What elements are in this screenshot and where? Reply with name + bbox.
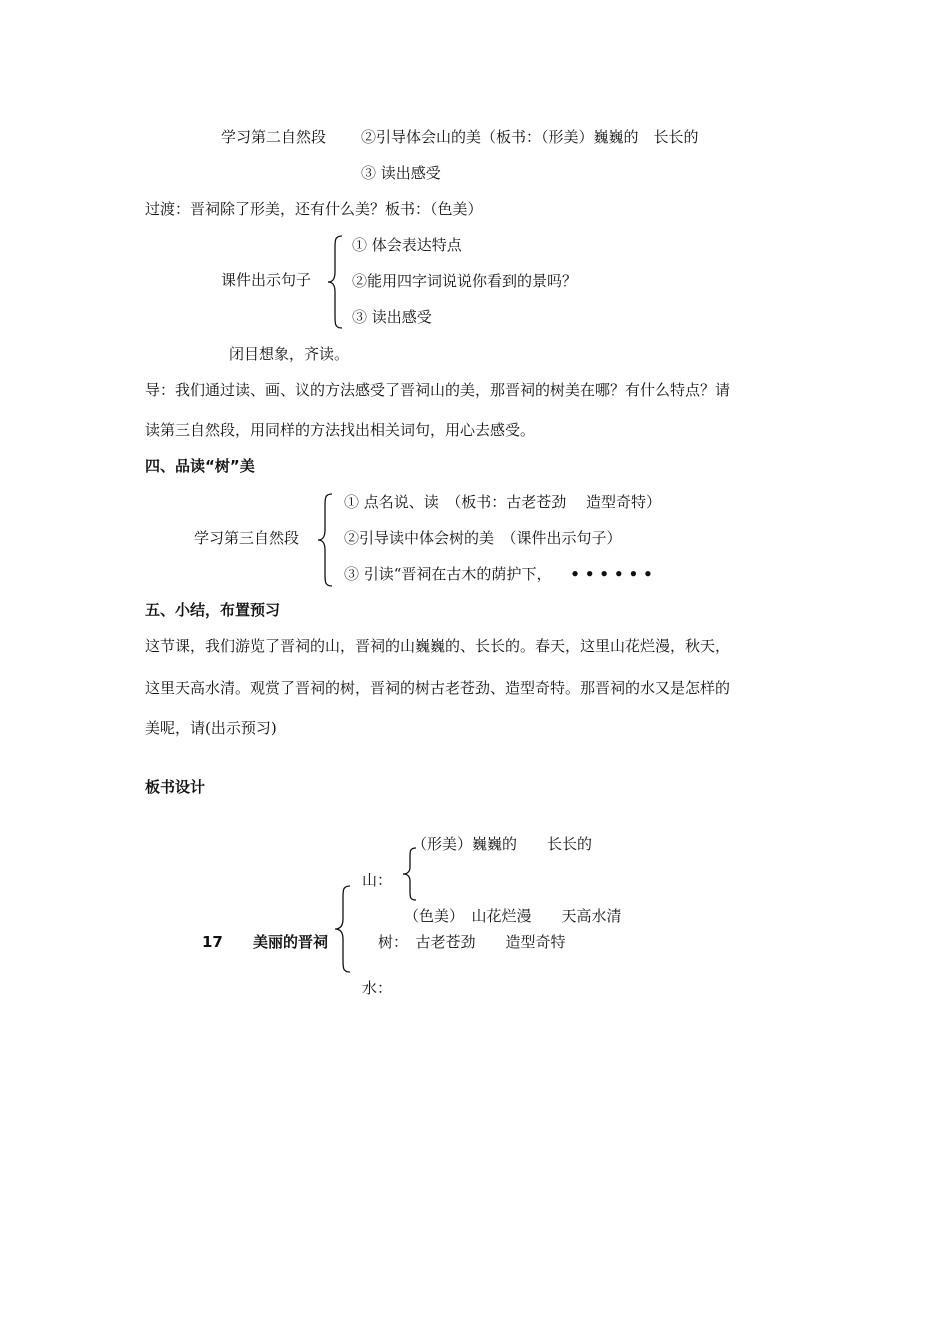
transition-line: 过渡：晋祠除了形美，还有什么美？板书：（色美） [145,200,483,218]
board-mountain-color: （色美） 山花烂漫 天高水清 [404,907,622,925]
board-lesson-number: 17 [202,933,223,951]
read-feeling-item: ③ 读出感受 [361,164,441,182]
mountain-brace [400,846,420,902]
board-design-heading: 板书设计 [145,778,206,796]
paragraph-3-brace [316,492,336,588]
courseware-item-1: ① 体会表达特点 [352,236,462,254]
tree-item-2: ②引导读中体会树的美 （课件出示句子） [344,529,622,547]
courseware-item-3: ③ 读出感受 [352,308,432,326]
board-main-brace [332,884,354,974]
close-eyes-line: 闭目想象，齐读。 [229,345,350,363]
board-mountain-label: 山： [362,871,393,889]
tree-item-3: ③ 引读“晋祠在古木的荫护下， •••••• [344,565,658,583]
guide-mountain-beauty-item: ②引导体会山的美（板书：（形美）巍巍的 长长的 [361,128,699,146]
board-tree-line: 树： 古老苍劲 造型奇特 [378,933,566,951]
summary-line-1: 这节课，我们游览了晋祠的山，晋祠的山巍巍的、长长的。春天，这里山花烂漫，秋天， [145,637,731,655]
guide-line-1: 导：我们通过读、画、议的方法感受了晋祠山的美，那晋祠的树美在哪？有什么特点？请 [145,381,731,399]
study-paragraph-2-label: 学习第二自然段 [221,128,327,146]
tree-item-1: ① 点名说、读 （板书：古老苍劲 造型奇特） [344,493,662,511]
courseware-label: 课件出示句子 [221,271,312,289]
summary-line-3: 美呢，请(出示预习) [145,719,277,737]
board-mountain-shape: （形美）巍巍的 长长的 [412,835,593,853]
board-lesson-title: 美丽的晋祠 [253,933,329,951]
study-paragraph-3-label: 学习第三自然段 [194,529,300,547]
board-water-label: 水： [362,979,393,997]
courseware-brace [326,234,346,330]
section-5-heading: 五、小结，布置预习 [145,601,281,619]
summary-line-2: 这里天高水清。观赏了晋祠的树，晋祠的树古老苍劲、造型奇特。那晋祠的水又是怎样的 [145,679,731,697]
ellipsis-dots: •••••• [570,565,658,583]
guide-line-2: 读第三自然段，用同样的方法找出相关词句，用心去感受。 [145,421,536,439]
section-4-heading: 四、品读“树”美 [145,457,255,475]
courseware-item-2: ②能用四字词说说你看到的景吗？ [352,272,578,290]
